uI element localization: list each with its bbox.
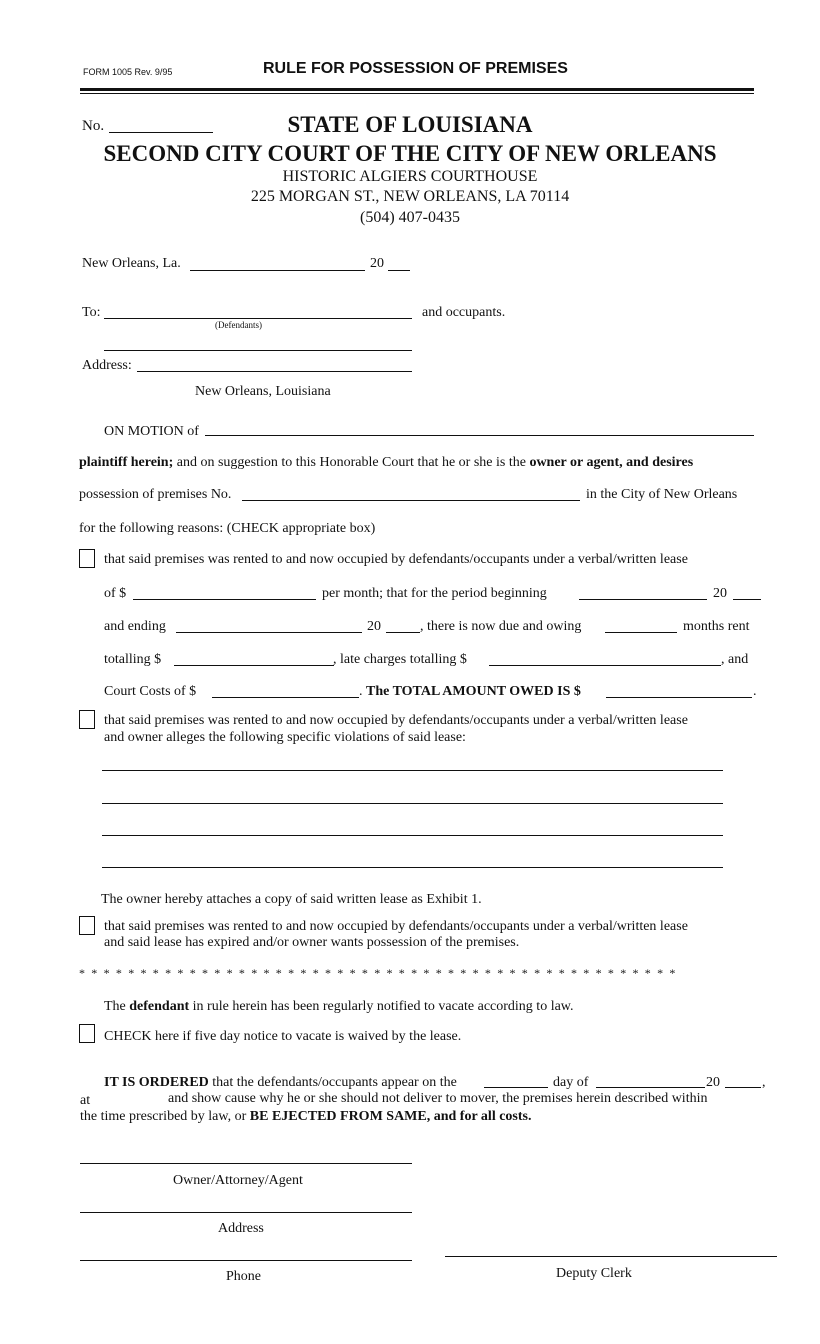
premises-number-field[interactable] <box>242 500 580 501</box>
per-month-text: per month; that for the period beginning <box>322 586 547 601</box>
period-begin-year-field[interactable] <box>733 599 761 600</box>
order-line <box>104 1075 457 1091</box>
suggestion-text: and on suggestion to this Honorable Court that he or she is the <box>173 455 530 470</box>
asterisk-separator: * * * * * * * * * * * * * * * * * * * * * * * * * * * * * * * * * * * * * * * * * * * * * * * * * <box>79 966 678 980</box>
to-label: To: <box>82 305 101 320</box>
violation-line-2[interactable] <box>102 803 723 804</box>
city-state: New Orleans, Louisiana <box>195 384 331 399</box>
case-number-label: No. <box>82 118 105 134</box>
appearance-month-field[interactable] <box>596 1087 705 1088</box>
day-of-label: day of <box>553 1075 589 1090</box>
rent-label: of $ <box>104 586 127 601</box>
city-label: in the City of New Orleans <box>586 487 738 502</box>
appearance-day-field[interactable] <box>484 1087 548 1088</box>
at-label: at <box>80 1093 91 1108</box>
period-end-field[interactable] <box>176 632 362 633</box>
header-rule <box>80 88 754 91</box>
court-phone: (504) 407-0435 <box>360 209 460 226</box>
reason1-text: that said premises was rented to and now occupied by defendants/occupants under a verbal/written lease <box>104 552 688 567</box>
deputy-clerk-line[interactable] <box>445 1256 777 1257</box>
reason3-text-line2: and said lease has expired and/or owner wants possession of the premises. <box>104 935 520 950</box>
mover-field[interactable] <box>205 435 754 436</box>
order-comma: , <box>762 1075 766 1090</box>
defendant-notice <box>104 999 574 1015</box>
order-year-field[interactable] <box>725 1087 761 1088</box>
place-label: New Orleans, La. <box>82 256 181 271</box>
address-signature-line[interactable] <box>80 1212 412 1213</box>
total-amount-field[interactable] <box>606 697 752 698</box>
phone-signature-line[interactable] <box>80 1260 412 1261</box>
and-occupants: and occupants. <box>422 305 506 320</box>
owner-agent-text: owner or agent, and desires <box>529 455 694 470</box>
defendants-field-2[interactable] <box>104 350 412 351</box>
it-is-ordered: IT IS ORDERED <box>104 1075 209 1090</box>
reasons-label: for the following reasons: (CHECK appropriate box) <box>79 521 376 536</box>
violation-line-1[interactable] <box>102 770 723 771</box>
monthly-rent-field[interactable] <box>133 599 316 600</box>
total-prefix: . <box>359 684 366 699</box>
notice-text: in rule herein has been regularly notified to vacate according to law. <box>189 999 574 1014</box>
period-begin-year-prefix: 20 <box>713 586 727 601</box>
months-owing-field[interactable] <box>605 632 677 633</box>
phone-signature-label: Phone <box>226 1269 261 1284</box>
period-end-year-field[interactable] <box>386 632 420 633</box>
period-begin-field[interactable] <box>579 599 707 600</box>
plaintiff-herein: plaintiff herein; <box>79 455 174 470</box>
show-cause-text: and show cause why he or she should not deliver to mover, the premises herein described within <box>168 1091 708 1106</box>
total-period: . <box>753 684 757 699</box>
reason3-text-line1: that said premises was rented to and now occupied by defendants/occupants under a verbal/written lease <box>104 919 688 934</box>
waiver-checkbox[interactable] <box>79 1024 95 1043</box>
time-prescribed-text: the time prescribed by law, or <box>80 1109 250 1124</box>
on-motion-label: ON MOTION of <box>104 424 199 439</box>
plaintiff-line <box>79 455 693 471</box>
form-number: FORM 1005 Rev. 9/95 <box>83 67 173 77</box>
notice-defendant: defendant <box>129 999 190 1014</box>
state-title: STATE OF LOUISIANA <box>287 112 533 137</box>
ejection-line <box>80 1109 531 1125</box>
reason2-checkbox[interactable] <box>79 710 95 729</box>
defendants-field[interactable] <box>104 318 412 319</box>
violation-line-3[interactable] <box>102 835 723 836</box>
date-field[interactable] <box>190 270 365 271</box>
defendants-caption: (Defendants) <box>215 320 262 330</box>
address-field[interactable] <box>137 371 412 372</box>
late-charges-field[interactable] <box>489 665 721 666</box>
and-ending-label: and ending <box>104 619 166 634</box>
court-costs-label: Court Costs of $ <box>104 684 197 699</box>
court-address: 225 MORGAN ST., NEW ORLEANS, LA 70114 <box>250 188 570 205</box>
reason3-checkbox[interactable] <box>79 916 95 935</box>
and-text: , and <box>721 652 749 667</box>
late-charges-text: , late charges totalling $ <box>333 652 467 667</box>
address-label: Address: <box>82 358 132 373</box>
owner-signature-label: Owner/Attorney/Agent <box>173 1173 303 1188</box>
year-field[interactable] <box>388 270 410 271</box>
owed-is-text: OWED IS $ <box>505 684 581 699</box>
deputy-clerk-label: Deputy Clerk <box>556 1266 632 1281</box>
total-amount-bold: The TOTAL AMOUNT <box>366 684 506 699</box>
possession-label: possession of premises No. <box>79 487 232 502</box>
reason2-text-line1: that said premises was rented to and now occupied by defendants/occupants under a verbal/written lease <box>104 713 688 728</box>
court-name: SECOND CITY COURT OF THE CITY OF NEW ORLEANS <box>103 141 717 166</box>
waiver-text: CHECK here if five day notice to vacate is waived by the lease. <box>104 1029 462 1044</box>
address-signature-label: Address <box>218 1221 264 1236</box>
now-due-text: , there is now due and owing <box>420 619 582 634</box>
period-end-year-prefix: 20 <box>367 619 381 634</box>
year-prefix: 20 <box>370 256 384 271</box>
violation-line-4[interactable] <box>102 867 723 868</box>
court-costs-field[interactable] <box>212 697 359 698</box>
appear-on-text: that the defendants/occupants appear on the <box>208 1075 457 1090</box>
reason1-checkbox[interactable] <box>79 549 95 568</box>
exhibit-attachment: The owner hereby attaches a copy of said written lease as Exhibit 1. <box>101 892 482 907</box>
notice-the: The <box>104 999 130 1014</box>
months-rent-text: months rent <box>683 619 750 634</box>
totalling-label: totalling $ <box>104 652 162 667</box>
rent-total-field[interactable] <box>174 665 334 666</box>
form-title: RULE FOR POSSESSION OF PREMISES <box>263 60 568 77</box>
order-year-prefix: 20 <box>706 1075 720 1090</box>
header-rule-thin <box>80 93 754 94</box>
reason2-text-line2: and owner alleges the following specific violations of said lease: <box>104 730 466 745</box>
courthouse-name: HISTORIC ALGIERS COURTHOUSE <box>282 168 538 185</box>
owner-signature-line[interactable] <box>80 1163 412 1164</box>
total-amount-text <box>359 684 581 700</box>
ejected-text: BE EJECTED FROM SAME, and for all costs. <box>249 1109 532 1124</box>
